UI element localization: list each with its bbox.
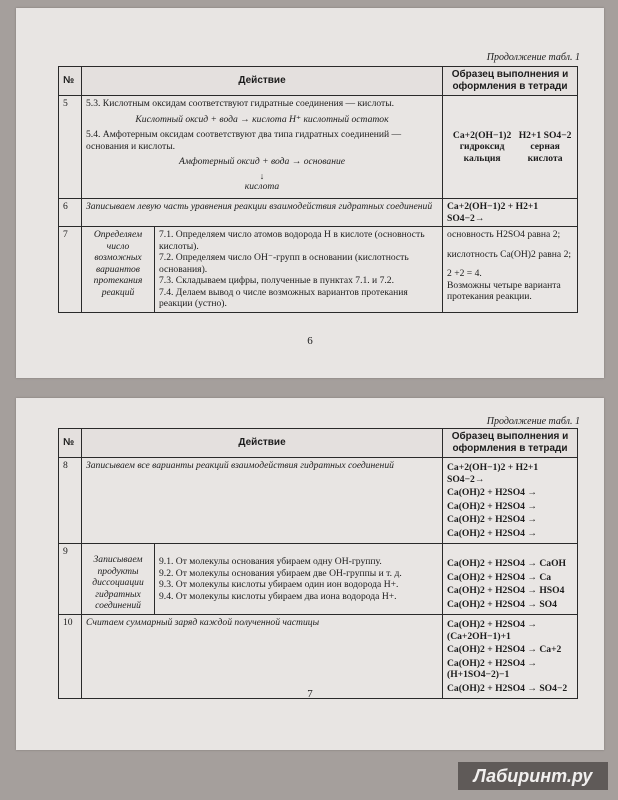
sample-line: Ca+2(OH−1)2 + H2+1 SO4−2→ [447, 462, 539, 485]
step-item: 7.1. Определяем число атомов водорода H в кислоте (основность кислоты). [159, 229, 425, 252]
formula: Ca+2(OH−1)2 [452, 129, 512, 141]
table-row [59, 96, 578, 199]
sample-line: Ca(OH)2 + H2SO4 → SO4 [447, 598, 557, 610]
table-row [59, 227, 578, 313]
row-sample [443, 458, 578, 544]
row-action: Записываем левую часть уравнения реакции взаимодействия гидратных соединений [82, 199, 443, 227]
table-row [59, 544, 578, 615]
sample-line: Ca(OH)2 + H2SO4 → SO4−2 [447, 682, 568, 694]
table-top [58, 66, 578, 313]
sample-line: основность H2SO4 равна 2; [447, 229, 561, 240]
sample-line: Ca(OH)2 + H2SO4 → Ca [447, 571, 552, 583]
table-header-row [59, 67, 578, 96]
table-bottom [58, 428, 578, 699]
row-number: 9 [59, 544, 82, 615]
arrow-down-icon: ↓ [259, 170, 265, 181]
step-text: 5.3. Кислотным оксидам соответствуют гидратные соединения — кислоты. [86, 98, 395, 109]
table-header-row [59, 429, 578, 458]
header-sample: Образец выполнения и оформления в тетради [443, 429, 578, 458]
scheme-text: Амфотерный оксид + вода → основание [178, 156, 346, 167]
row-sample [443, 544, 578, 615]
table-row [59, 458, 578, 544]
step-item: 9.2. От молекулы основания убираем две OH-группы и т. д. [159, 567, 402, 579]
header-num: № [59, 67, 82, 96]
page-6 [16, 8, 604, 378]
scheme-text: кислота [244, 180, 280, 192]
row-sample [443, 615, 578, 699]
sub-heading: Определяем число возможных вариантов протекания реакций [82, 227, 155, 312]
row-action [82, 227, 443, 313]
step-item: 9.4. От молекулы кислоты убираем два иона водорода H+. [159, 590, 397, 602]
row-action: Считаем суммарный заряд каждой полученной частицы [82, 615, 443, 699]
row-number: 10 [59, 615, 82, 699]
table-row [59, 199, 578, 227]
sample-line: Ca(OH)2 + H2SO4 → [447, 487, 537, 498]
header-num: № [59, 429, 82, 458]
table-row [59, 615, 578, 699]
step-item: 7.3. Складываем цифры, полученные в пунктах 7.1. и 7.2. [159, 275, 394, 286]
row-number: 5 [59, 96, 82, 199]
step-item: 9.1. От молекулы основания убираем одну OH-группу. [159, 556, 382, 567]
header-action: Действие [82, 429, 443, 458]
header-action: Действие [82, 67, 443, 96]
sample-line: Ca(OH)2 + H2SO4 → CaOH [447, 558, 566, 569]
row-sample: Ca+2(OH−1)2 + H2+1 SO4−2→ [443, 199, 578, 227]
sample-line: Ca(OH)2 + H2SO4 → [447, 514, 537, 525]
sample-line: 2 +2 = 4. [447, 268, 482, 279]
sample-line: Ca(OH)2 + H2SO4 → HSO4 [447, 585, 565, 596]
sample-line: Ca(OH)2 + H2SO4 → Ca+2 [447, 644, 562, 655]
row-number: 7 [59, 227, 82, 313]
sample-line: кислотность Ca(OH)2 равна 2; [447, 248, 572, 260]
scheme-text: Кислотный оксид + вода → кислота H⁺ кислотный остаток [135, 113, 389, 125]
row-action [82, 544, 443, 615]
page-number: 6 [307, 335, 313, 347]
step-text: 5.4. Амфотерным оксидам соответствуют два типа гидратных соединений — основания и кислоты. [86, 129, 402, 152]
row-sample [443, 96, 578, 199]
row-action [82, 96, 443, 199]
watermark-logo: Лабиринт.ру [458, 762, 608, 790]
step-item: 9.3. От молекулы кислоты убираем один ион водорода H+. [159, 579, 399, 590]
sample-line: Ca(OH)2 + H2SO4 → [447, 500, 537, 512]
row-number: 8 [59, 458, 82, 544]
page-7 [16, 398, 604, 750]
formula-name: серная кислота [527, 141, 563, 164]
row-number: 6 [59, 199, 82, 227]
sub-heading: Записываем продукты диссоциации гидратных соединений [82, 544, 155, 614]
sample-line: Ca(OH)2 + H2SO4 → [447, 527, 537, 539]
step-item: 7.4. Делаем вывод о числе возможных вариантов протекания реакции (устно). [159, 286, 408, 309]
sample-line: Ca(OH)2 + H2SO4 → (Ca+2OH−1)+1 [447, 619, 537, 642]
continuation-label: Продолжение табл. 1 [486, 416, 580, 427]
row-sample [443, 227, 578, 313]
continuation-label: Продолжение табл. 1 [486, 52, 580, 63]
step-item: 7.2. Определяем число OH⁻-групп в основании (кислотность основания). [159, 252, 409, 275]
header-sample: Образец выполнения и оформления в тетради [443, 67, 578, 96]
formula-name: гидроксид кальция [459, 141, 505, 164]
page-number: 7 [307, 688, 313, 700]
formula: H2+1 SO4−2 [518, 129, 572, 141]
sample-line: Возможны четыре варианта протекания реакции. [447, 279, 561, 302]
sample-line: Ca(OH)2 + H2SO4 → (H+1SO4−2)−1 [447, 657, 537, 680]
row-action: Записываем все варианты реакций взаимодействия гидратных соединений [82, 458, 443, 544]
